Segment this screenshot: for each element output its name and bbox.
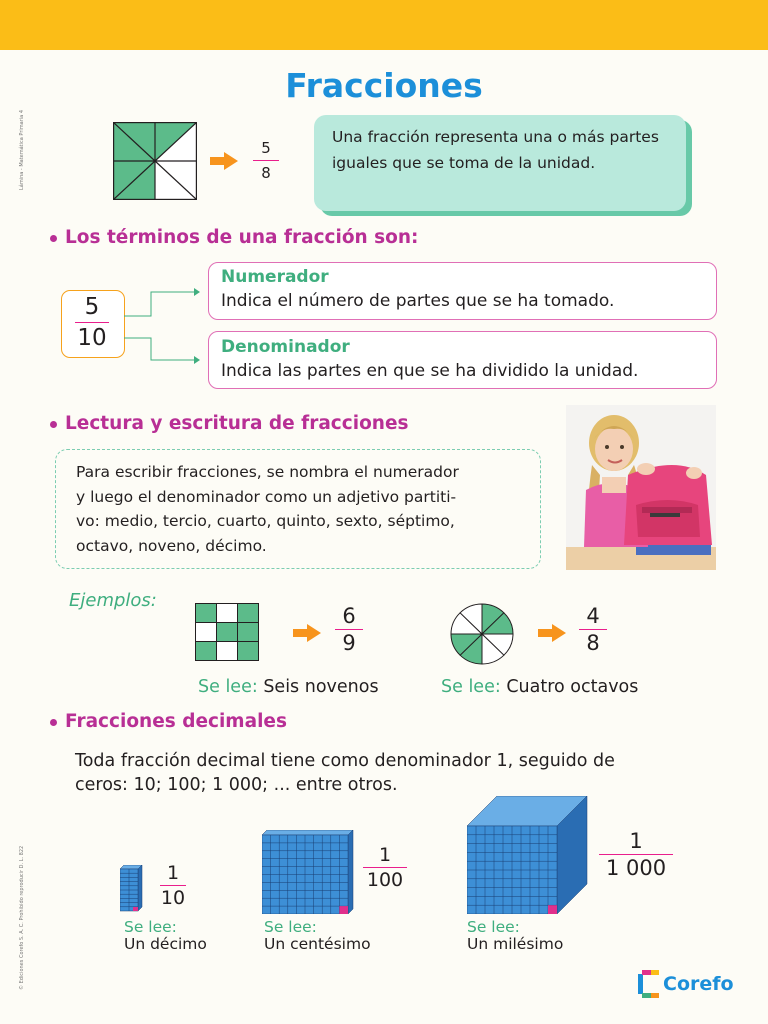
read-label: Se lee: xyxy=(198,677,258,697)
bullet xyxy=(50,421,57,428)
read-label: Se lee: xyxy=(441,677,501,697)
decimal-fraction-1 xyxy=(159,862,187,909)
decimal-fraction-2 xyxy=(362,844,408,891)
denominator: 10 xyxy=(160,887,186,909)
decimal-line: ceros: 10; 100; 1 000; ... entre otros. xyxy=(75,775,398,795)
numerator: 1 xyxy=(629,829,643,853)
denominator: 1 000 xyxy=(605,856,667,880)
denominator: 10 xyxy=(77,325,107,351)
denominator: 8 xyxy=(586,631,600,655)
reading-value: Cuatro octavos xyxy=(506,677,639,697)
numerator: 4 xyxy=(586,604,600,628)
numerator: 1 xyxy=(166,862,180,884)
reading-line: vo: medio, tercio, cuarto, quinto, sexto, séptimo, xyxy=(76,512,455,530)
read-label: Se lee: xyxy=(264,918,317,936)
reading-line: Para escribir fracciones, se nombra el numerador xyxy=(76,463,459,481)
fraction-bar xyxy=(335,629,363,630)
terms-heading-text: Los términos de una fracción son: xyxy=(65,227,419,248)
reading-line: y luego el denominador como un adjetivo partiti- xyxy=(76,487,457,506)
numerator: 1 xyxy=(378,844,392,866)
reading-value: Un décimo xyxy=(124,935,207,953)
denominator-title: Denominador xyxy=(221,337,350,357)
fraction-bar xyxy=(579,629,607,630)
reading-value: Seis novenos xyxy=(263,677,379,697)
decimal-reading-1 xyxy=(124,919,207,953)
arrow-right-icon xyxy=(293,624,321,642)
fraction-bar xyxy=(75,322,109,323)
numerator-text: Indica el número de partes que se ha tomado. xyxy=(221,291,615,311)
read-label: Se lee: xyxy=(467,918,520,936)
read-label: Se lee: xyxy=(124,918,177,936)
numerator-title: Numerador xyxy=(221,267,329,287)
fraction-bar xyxy=(599,854,673,855)
terms-fraction xyxy=(63,294,121,351)
denominator: 100 xyxy=(366,869,404,891)
bullet xyxy=(50,235,57,242)
example-reading-2 xyxy=(441,677,638,697)
examples-label: Ejemplos: xyxy=(69,590,157,611)
arrow-right-icon xyxy=(210,152,238,170)
numerator: 5 xyxy=(84,294,100,320)
terms-heading xyxy=(50,227,418,248)
girl-with-backpack-photo xyxy=(566,405,716,570)
numerator: 5 xyxy=(261,139,271,157)
decimal-line: Toda fracción decimal tiene como denominador 1, seguido de xyxy=(75,751,615,771)
numerator: 6 xyxy=(342,604,356,628)
bullet xyxy=(50,719,57,726)
denominator: 9 xyxy=(342,631,356,655)
reading-line: octavo, noveno, décimo. xyxy=(76,536,267,555)
side-caption-bottom: © Ediciones Corefo S. A. C. Prohibido reproducir D. L. 822 xyxy=(19,845,25,990)
connector-arrows xyxy=(124,284,204,364)
decimal-cube-block xyxy=(467,796,593,914)
denominator: 8 xyxy=(261,164,271,182)
decimal-heading-text: Fracciones decimales xyxy=(65,711,287,732)
decimal-reading-3 xyxy=(467,919,563,953)
decimal-flat-block xyxy=(262,830,354,914)
fraction-bar xyxy=(253,160,279,161)
reading-text xyxy=(76,460,531,558)
example-fraction-1 xyxy=(334,604,364,655)
decimal-reading-2 xyxy=(264,919,371,953)
reading-value: Un centésimo xyxy=(264,935,371,953)
decimal-fraction-3 xyxy=(598,829,674,880)
page-title: Fracciones xyxy=(285,66,483,105)
example-fraction-2 xyxy=(578,604,608,655)
circle-example-8 xyxy=(449,603,515,665)
top-banner xyxy=(0,0,768,50)
side-caption-top: Lámina - Matemática Primaria 4 xyxy=(19,109,25,190)
denominator-text: Indica las partes en que se ha dividido la unidad. xyxy=(221,361,639,381)
fraction-bar xyxy=(363,867,407,868)
corefo-logo-icon xyxy=(638,970,660,998)
reading-value: Un milésimo xyxy=(467,935,564,953)
example-reading-1 xyxy=(198,677,379,697)
reading-heading-text: Lectura y escritura de fracciones xyxy=(65,413,409,434)
arrow-right-icon xyxy=(538,624,566,642)
fraction-square-eighths xyxy=(113,122,197,200)
grid-example-9 xyxy=(195,603,260,662)
decimal-rod-block xyxy=(120,865,148,913)
decimal-text xyxy=(75,749,735,797)
brand-name: Corefo xyxy=(663,973,734,995)
decimal-heading xyxy=(50,711,287,732)
intro-fraction xyxy=(252,139,280,182)
reading-heading xyxy=(50,413,409,434)
fraction-bar xyxy=(160,885,186,886)
definition-text: Una fracción representa una o más partes iguales que se toma de la unidad. xyxy=(332,128,659,172)
